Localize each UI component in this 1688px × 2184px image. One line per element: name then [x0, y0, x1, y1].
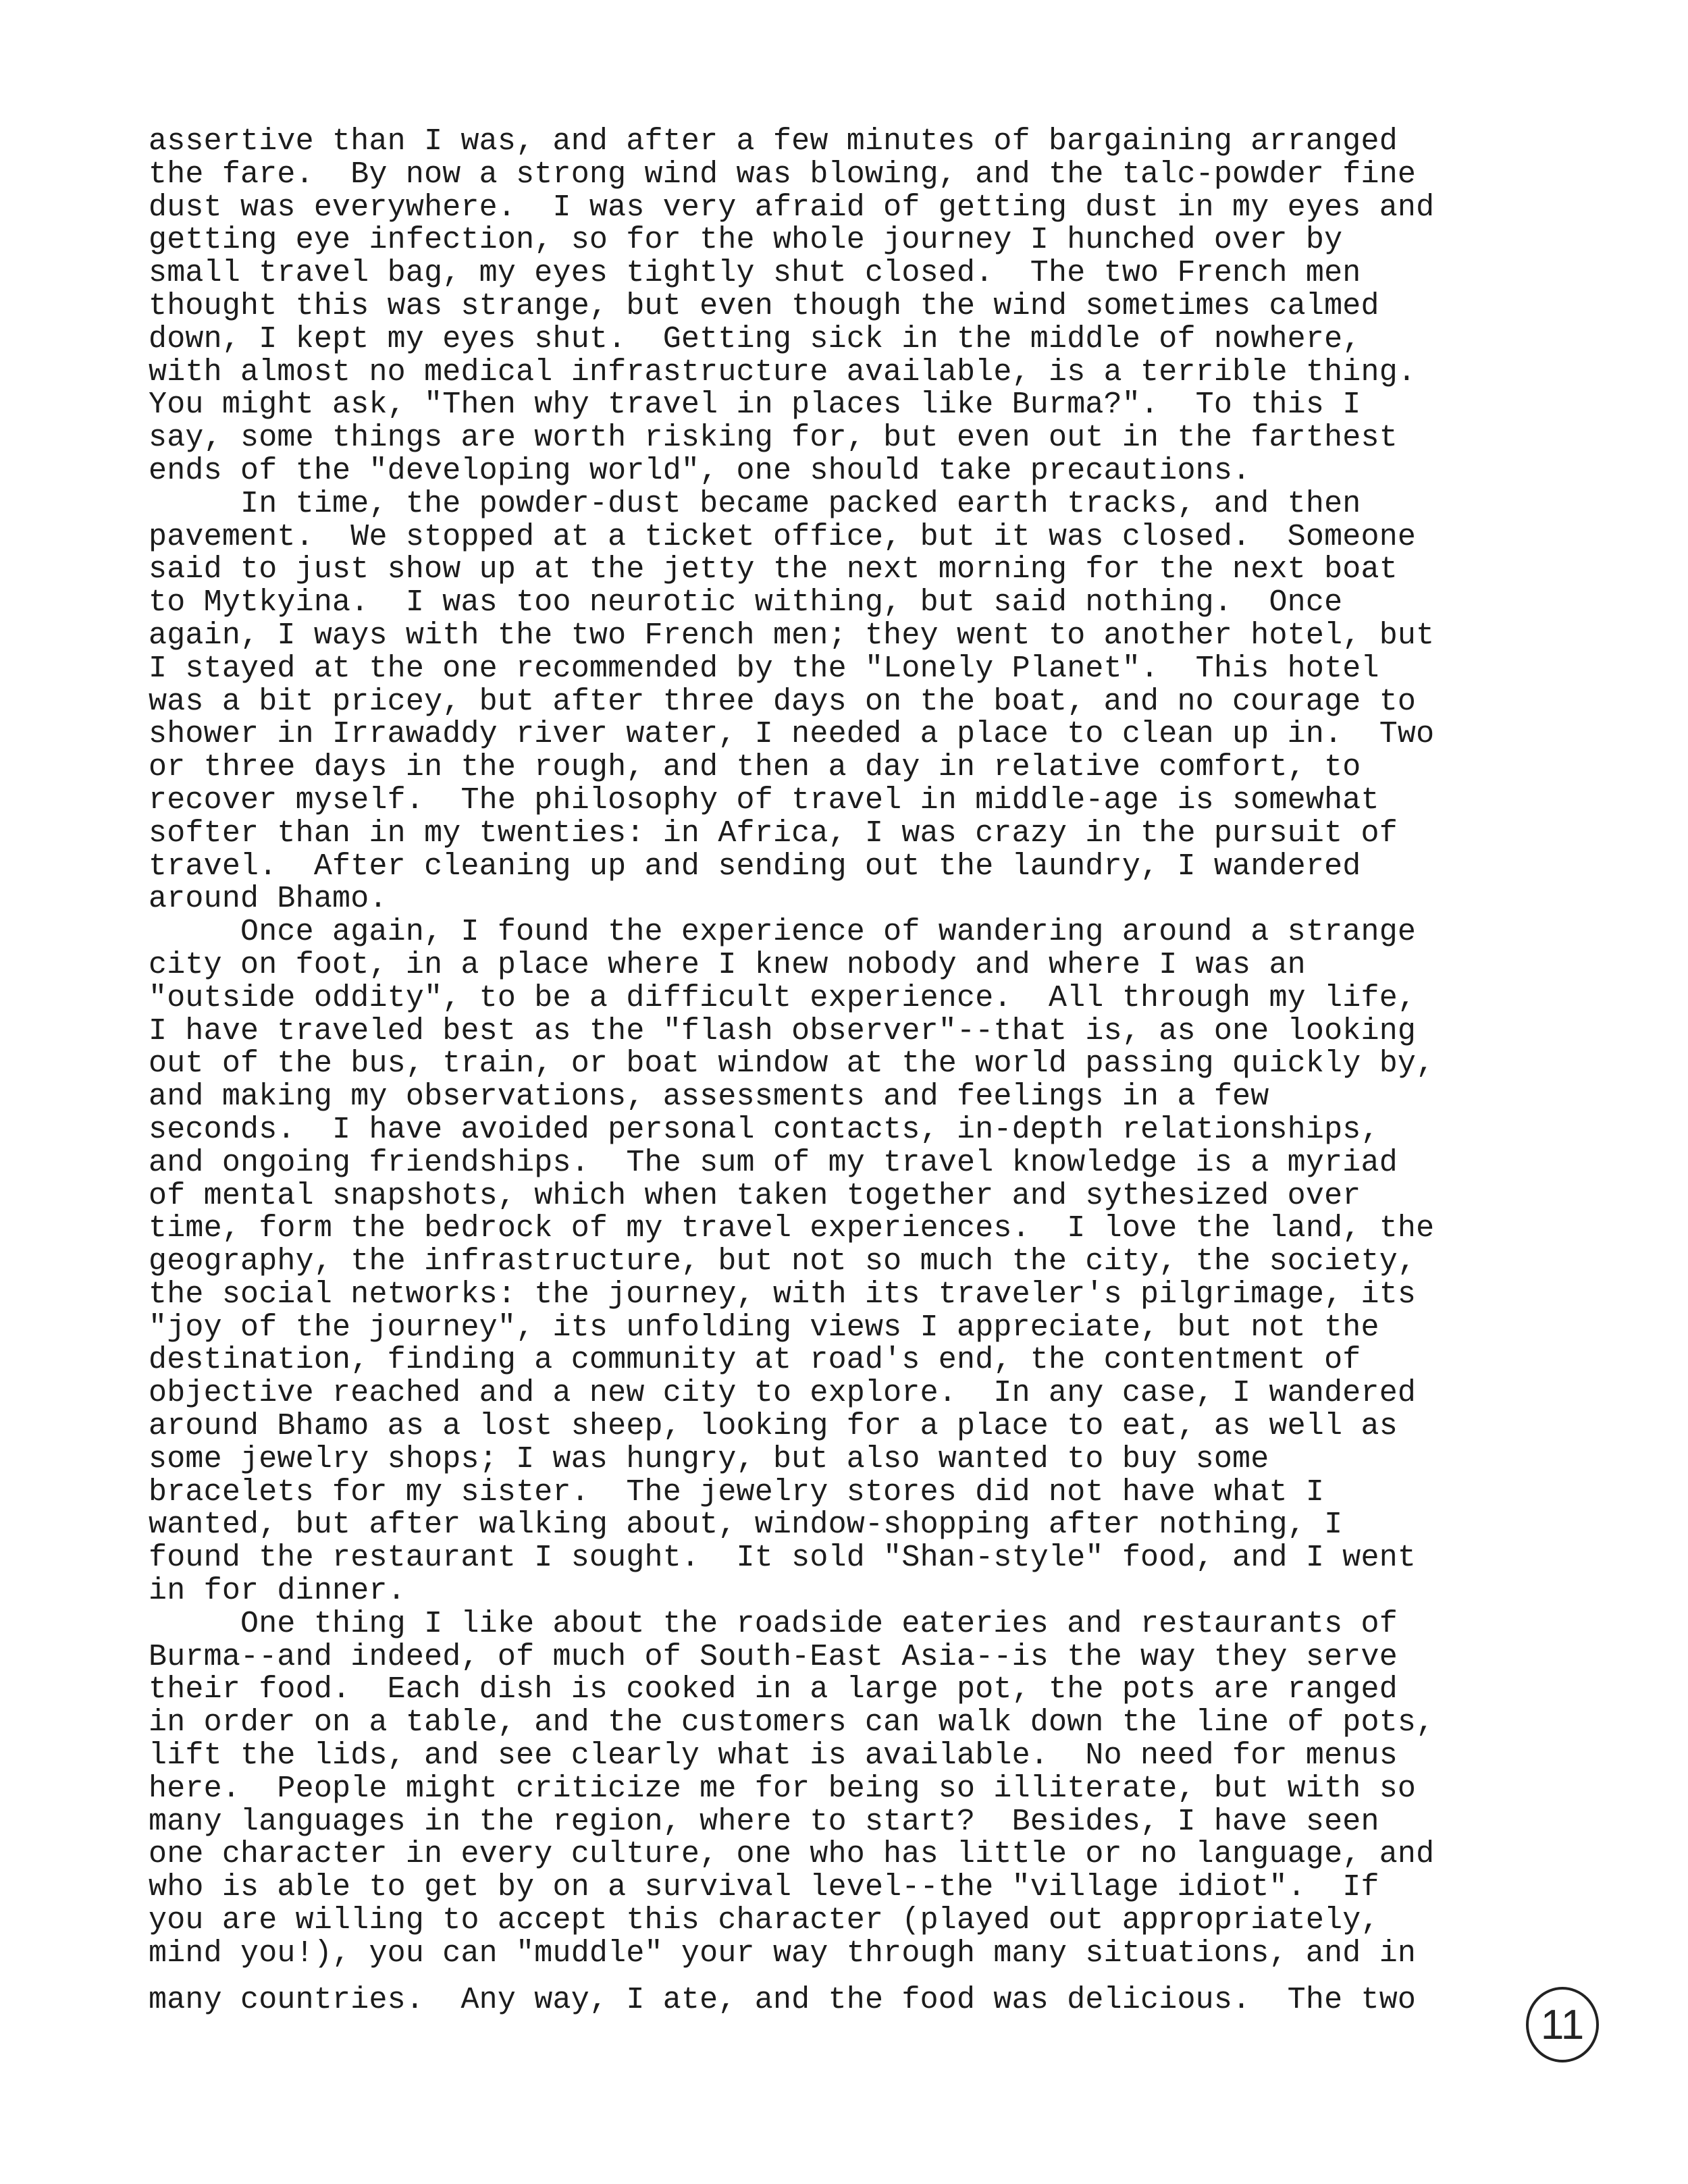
text-line: again, I ways with the two French men; they went to another hotel, but: [149, 618, 1435, 653]
text-line: said to just show up at the jetty the next morning for the next boat: [149, 552, 1398, 587]
text-line: pavement. We stopped at a ticket office, but it was closed. Someone: [149, 519, 1417, 554]
text-line: destination, finding a community at road's end, the contentment of: [149, 1343, 1361, 1378]
text-line: and ongoing friendships. The sum of my travel knowledge is a myriad: [149, 1145, 1398, 1180]
text-line: "outside oddity", to be a difficult experience. All through my life,: [149, 980, 1417, 1015]
text-line: objective reached and a new city to explore. In any case, I wandered: [149, 1376, 1417, 1411]
text-line: Burma--and indeed, of much of South-East Asia--is the way they serve: [149, 1639, 1398, 1674]
text-line: the fare. By now a strong wind was blowing, and the talc-powder fine: [149, 157, 1417, 192]
text-line: of mental snapshots, which when taken together and sythesized over: [149, 1178, 1361, 1213]
text-line: You might ask, "Then why travel in places like Burma?". To this I: [149, 388, 1361, 423]
text-line: here. People might criticize me for being so illiterate, but with so: [149, 1771, 1417, 1806]
page-number-text: 11: [1540, 2002, 1585, 2048]
text-line: I stayed at the one recommended by the "Lonely Planet". This hotel: [149, 651, 1379, 686]
text-line: shower in Irrawaddy river water, I needed a place to clean up in. Two: [149, 717, 1435, 752]
text-line: who is able to get by on a survival level--the "village idiot". If: [149, 1870, 1379, 1905]
page-number-circle: [1523, 1985, 1602, 2065]
text-line: Once again, I found the experience of wandering around a strange: [149, 915, 1417, 950]
text-line: in for dinner.: [149, 1574, 406, 1609]
text-line: or three days in the rough, and then a day in relative comfort, to: [149, 750, 1361, 785]
text-line: some jewelry shops; I was hungry, but also wanted to buy some: [149, 1441, 1269, 1476]
text-line: bracelets for my sister. The jewelry stores did not have what I: [149, 1474, 1325, 1510]
text-line: was a bit pricey, but after three days on the boat, and no courage to: [149, 684, 1417, 719]
text-line: and making my observations, assessments and feelings in a few: [149, 1080, 1269, 1115]
text-line: around Bhamo as a lost sheep, looking for a place to eat, as well as: [149, 1409, 1398, 1444]
text-line: say, some things are worth risking for, but even out in the farthest: [149, 421, 1398, 456]
text-line: dust was everywhere. I was very afraid of getting dust in my eyes and: [149, 190, 1435, 225]
text-line: small travel bag, my eyes tightly shut closed. The two French men: [149, 256, 1361, 291]
text-line: In time, the powder-dust became packed earth tracks, and then: [149, 486, 1361, 521]
text-line: to Mytkyina. I was too neurotic withing, but said nothing. Once: [149, 585, 1343, 620]
text-line: lift the lids, and see clearly what is available. No need for menus: [149, 1738, 1398, 1774]
text-line: softer than in my twenties: in Africa, I was crazy in the pursuit of: [149, 816, 1398, 851]
page-number: [1523, 1985, 1602, 2065]
text-line: travel. After cleaning up and sending out the laundry, I wandered: [149, 849, 1361, 884]
text-line: you are willing to accept this character (played out appropriately,: [149, 1903, 1379, 1938]
text-line: I have traveled best as the "flash observer"--that is, as one looking: [149, 1013, 1417, 1048]
text-line: with almost no medical infrastructure available, is a terrible thing.: [149, 354, 1417, 390]
text-line: around Bhamo.: [149, 882, 388, 917]
text-line: seconds. I have avoided personal contacts, in-depth relationships,: [149, 1112, 1379, 1147]
text-line: down, I kept my eyes shut. Getting sick in the middle of nowhere,: [149, 321, 1361, 356]
text-line: their food. Each dish is cooked in a large pot, the pots are ranged: [149, 1672, 1398, 1707]
text-line: recover myself. The philosophy of travel in middle-age is somewhat: [149, 782, 1379, 818]
text-line: in order on a table, and the customers can walk down the line of pots,: [149, 1705, 1435, 1740]
text-line: found the restaurant I sought. It sold "Shan-style" food, and I went: [149, 1541, 1417, 1576]
text-line: wanted, but after walking about, window-shopping after nothing, I: [149, 1508, 1343, 1543]
text-line: time, form the bedrock of my travel experiences. I love the land, the: [149, 1211, 1435, 1246]
body-text: [149, 126, 1634, 2017]
text-line: "joy of the journey", its unfolding views I appreciate, but not the: [149, 1310, 1379, 1345]
text-line: mind you!), you can "muddle" your way through many situations, and in: [149, 1936, 1417, 1971]
text-line: geography, the infrastructure, but not so much the city, the society,: [149, 1244, 1417, 1279]
text-line: the social networks: the journey, with its traveler's pilgrimage, its: [149, 1277, 1417, 1312]
text-line: ends of the "developing world", one should take precautions.: [149, 453, 1251, 488]
text-line: getting eye infection, so for the whole journey I hunched over by: [149, 223, 1343, 258]
text-line: assertive than I was, and after a few minutes of bargaining arranged: [149, 124, 1398, 159]
text-line: one character in every culture, one who has little or no language, and: [149, 1837, 1435, 1872]
text-line: thought this was strange, but even though the wind sometimes calmed: [149, 288, 1379, 323]
text-line: city on foot, in a place where I knew nobody and where I was an: [149, 947, 1306, 982]
text-line: many languages in the region, where to start? Besides, I have seen: [149, 1804, 1379, 1839]
text-line: out of the bus, train, or boat window at the world passing quickly by,: [149, 1046, 1435, 1082]
text-line-last: many countries. Any way, I ate, and the food was delicious. The two: [149, 1982, 1417, 2017]
text-line: One thing I like about the roadside eateries and restaurants of: [149, 1606, 1398, 1641]
